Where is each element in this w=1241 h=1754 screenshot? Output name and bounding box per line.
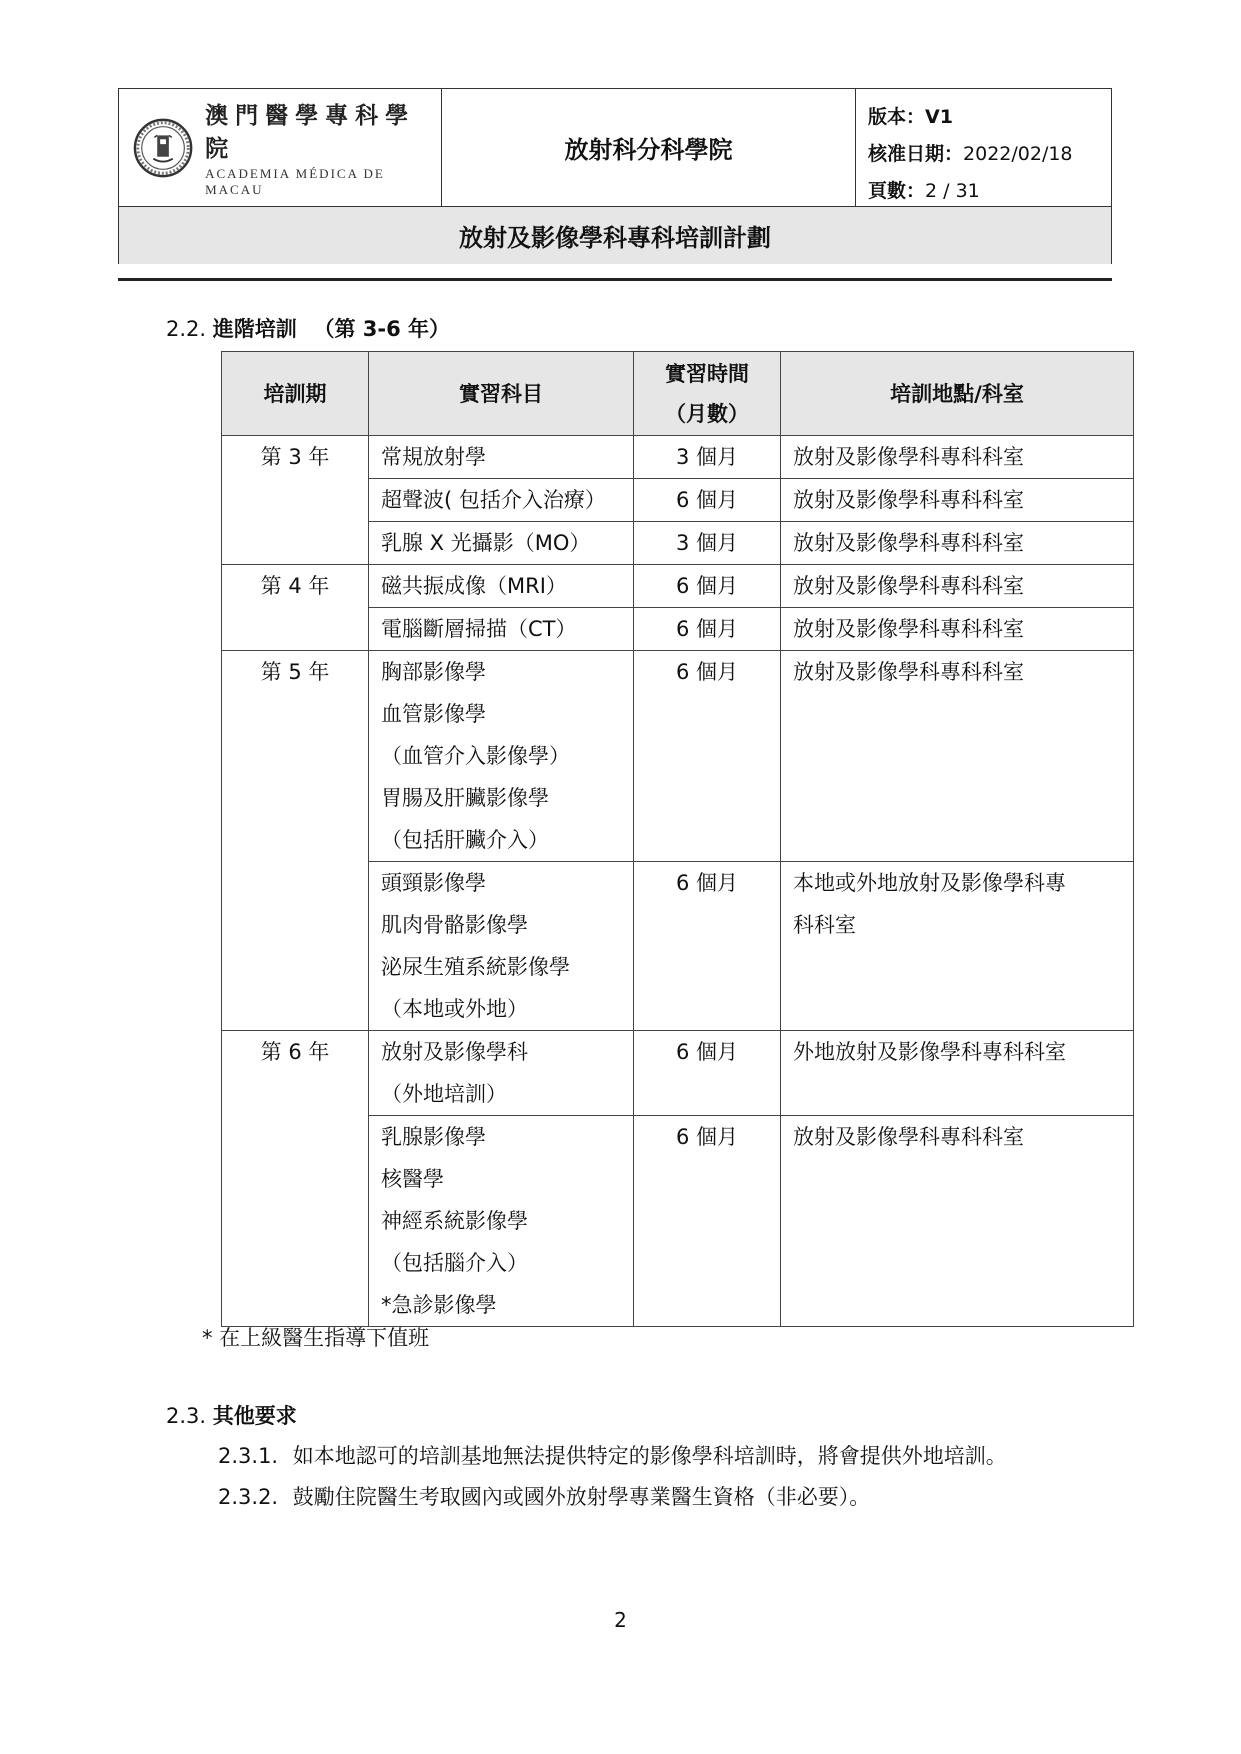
academy-name-cn: 澳門醫學專科學院: [205, 102, 416, 162]
version-label: 版本：: [868, 106, 926, 128]
approval-label: 核准日期：: [868, 143, 964, 165]
requirement-item: [218, 1440, 1007, 1470]
requirement-number: 2.3.2.: [218, 1485, 279, 1509]
column-header: 培訓地點/科室: [781, 352, 1134, 436]
year-cell: 第 4 年: [222, 565, 369, 651]
subject-cell: 常規放射學: [369, 436, 634, 479]
subject-cell: 乳腺 X 光攝影（MO）: [369, 522, 634, 565]
pages-value: 2 / 31: [925, 180, 980, 202]
location-cell: 本地或外地放射及影像學科專 科科室: [781, 862, 1134, 1031]
table-row: [222, 1031, 1134, 1116]
location-cell: 放射及影像學科專科科室: [781, 436, 1134, 479]
requirement-text: 如本地認可的培訓基地無法提供特定的影像學科培訓時，將會提供外地培訓。: [292, 1444, 1007, 1468]
duration-cell: 6 個月: [634, 1116, 781, 1327]
section-number: 2.3.: [166, 1404, 207, 1428]
duration-cell: 6 個月: [634, 1031, 781, 1116]
requirement-text: 鼓勵住院醫生考取國內或國外放射學專業醫生資格（非必要）。: [292, 1485, 871, 1509]
subject-cell: 放射及影像學科 （外地培訓）: [369, 1031, 634, 1116]
location-cell: 放射及影像學科專科科室: [781, 565, 1134, 608]
duration-cell: 6 個月: [634, 479, 781, 522]
pages-line: [868, 173, 1111, 210]
column-header: 培訓期: [222, 352, 369, 436]
college-name: 放射科分科學院: [442, 89, 856, 206]
duration-cell: 6 個月: [634, 862, 781, 1031]
requirement-number: 2.3.1.: [218, 1444, 279, 1468]
table-row: [222, 651, 1134, 862]
training-table: [221, 351, 1134, 1327]
section-title: 進階培訓: [212, 317, 297, 341]
section-2-3-heading: [166, 1400, 297, 1430]
subject-cell: 磁共振成像（MRI）: [369, 565, 634, 608]
version-line: [868, 99, 1111, 136]
year-cell: 第 6 年: [222, 1031, 369, 1327]
header-divider: [118, 278, 1112, 281]
version-value: V1: [925, 106, 953, 128]
subject-cell: 頭頸影像學 肌肉骨骼影像學 泌尿生殖系統影像學 （本地或外地）: [369, 862, 634, 1031]
location-cell: 放射及影像學科專科科室: [781, 522, 1134, 565]
table-row: [222, 436, 1134, 479]
approval-line: [868, 136, 1111, 173]
subject-cell: 乳腺影像學 核醫學 神經系統影像學 （包括腦介入） *急診影像學: [369, 1116, 634, 1327]
location-cell: 外地放射及影像學科專科科室: [781, 1031, 1134, 1116]
pages-label: 頁數：: [868, 180, 926, 202]
location-cell: 放射及影像學科專科科室: [781, 608, 1134, 651]
section-number: 2.2.: [166, 317, 207, 341]
requirement-item: [218, 1481, 870, 1511]
duration-cell: 6 個月: [634, 651, 781, 862]
year-cell: 第 3 年: [222, 436, 369, 565]
subject-cell: 胸部影像學 血管影像學 （血管介入影像學） 胃腸及肝臟影像學 （包括肝臟介入）: [369, 651, 634, 862]
table-footnote: * 在上級醫生指導下值班: [202, 1326, 430, 1350]
year-cell: 第 5 年: [222, 651, 369, 1031]
duration-cell: 6 個月: [634, 565, 781, 608]
duration-cell: 3 個月: [634, 436, 781, 479]
subject-cell: 超聲波( 包括介入治療）: [369, 479, 634, 522]
academy-name-en: ACADEMIA MÉDICA DE MACAU: [205, 166, 385, 197]
header-top-row: [119, 89, 1111, 207]
section-subtitle: （第 3-6 年）: [313, 317, 451, 341]
academy-seal-icon: [133, 117, 193, 179]
location-cell: 放射及影像學科專科科室: [781, 1116, 1134, 1327]
duration-cell: 3 個月: [634, 522, 781, 565]
column-header: 實習時間 （月數）: [634, 352, 781, 436]
duration-cell: 6 個月: [634, 608, 781, 651]
column-header: 實習科目: [369, 352, 634, 436]
section-2-2-heading: [166, 313, 450, 343]
document-meta: [856, 89, 1111, 206]
section-title: 其他要求: [212, 1404, 297, 1428]
document-header: [118, 88, 1112, 264]
table-header-row: [222, 352, 1134, 436]
academy-logo-cell: [119, 89, 442, 206]
location-cell: 放射及影像學科專科科室: [781, 479, 1134, 522]
subject-cell: 電腦斷層掃描（CT）: [369, 608, 634, 651]
academy-name: [205, 97, 441, 198]
plan-title: 放射及影像學科專科培訓計劃: [119, 207, 1111, 264]
location-cell: 放射及影像學科專科科室: [781, 651, 1134, 862]
approval-date: 2022/02/18: [963, 143, 1073, 165]
page-number: 2: [614, 1608, 627, 1632]
table-row: [222, 565, 1134, 608]
